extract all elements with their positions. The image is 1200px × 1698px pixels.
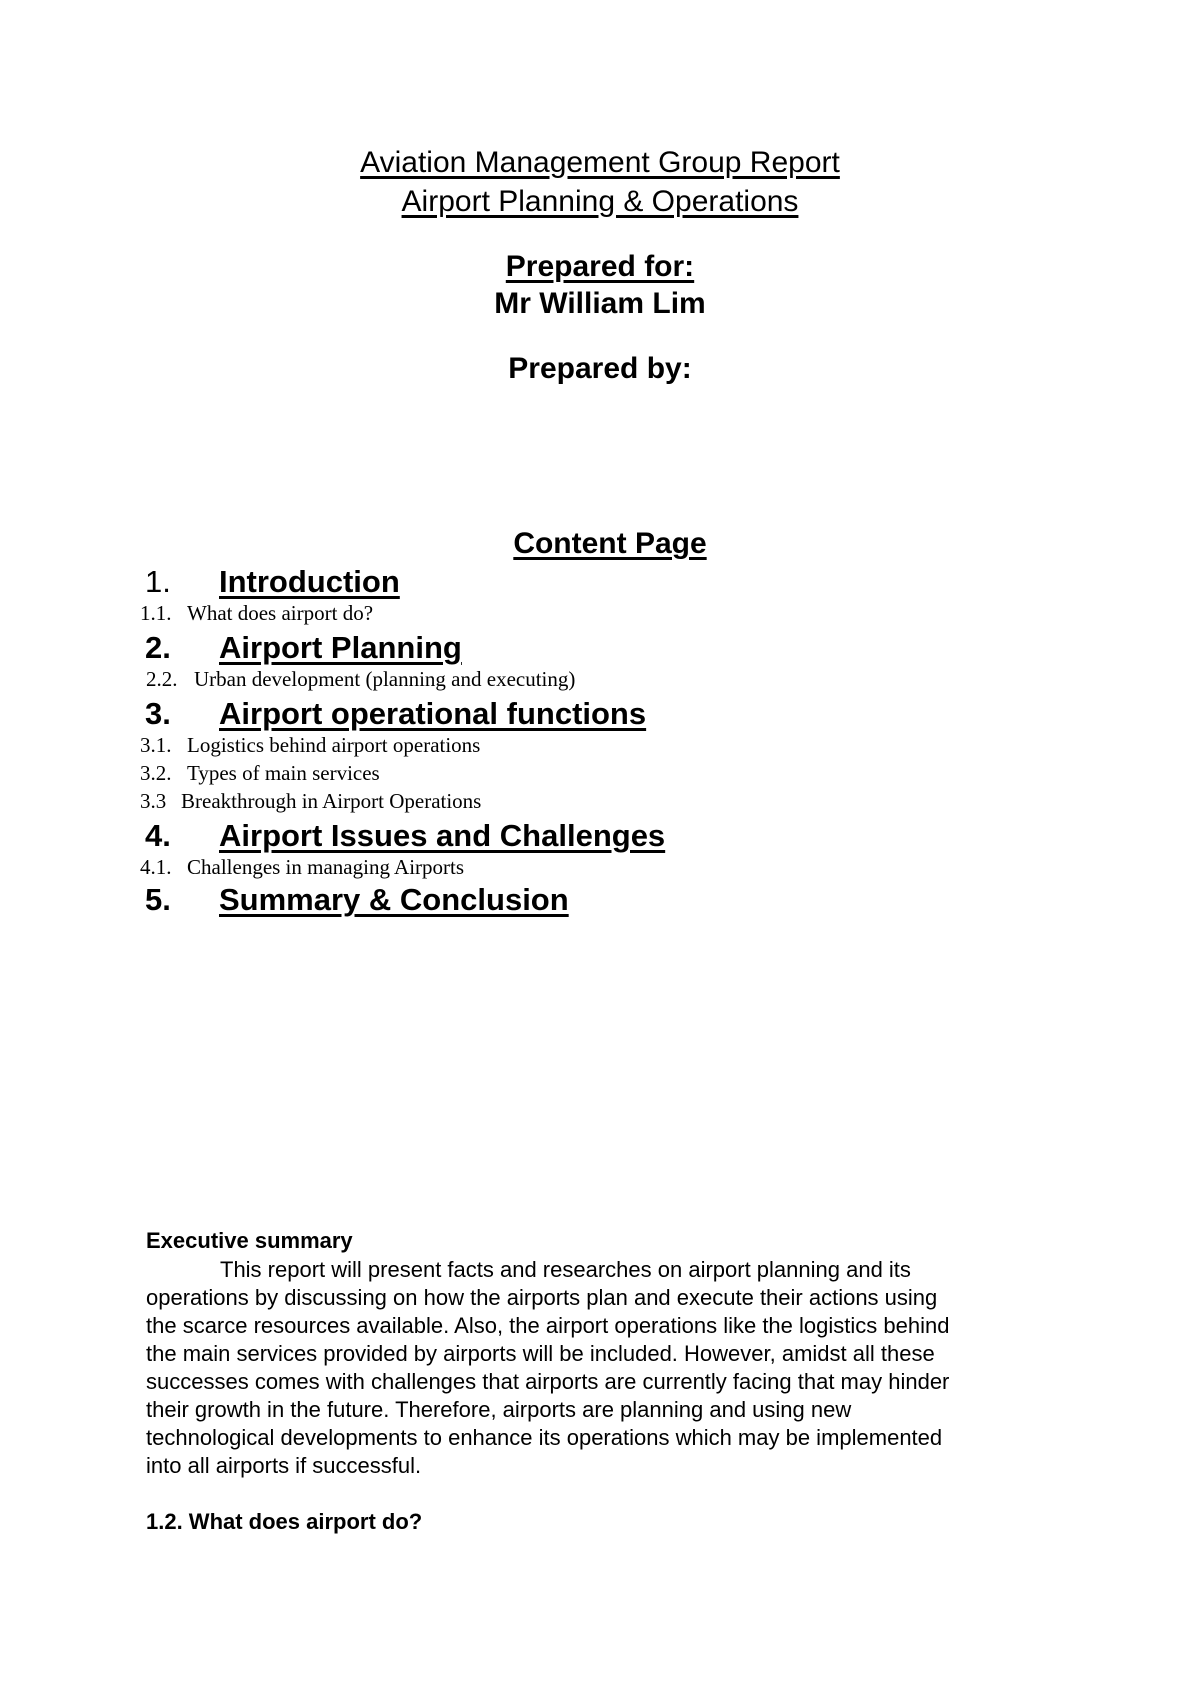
paragraph-line: the scarce resources available. Also, the airport operations like the logistics behind — [146, 1313, 950, 1338]
toc-section-title: Summary & Conclusion — [219, 882, 569, 917]
toc-subsection-number: 1.1. — [140, 601, 172, 625]
paragraph-line: successes comes with challenges that airports are currently facing that may hinder — [146, 1369, 950, 1394]
toc-subsection-number: 4.1. — [140, 855, 172, 879]
toc-section-title: Introduction — [219, 564, 400, 599]
paragraph-line: operations by discussing on how the airports plan and execute their actions using — [146, 1285, 938, 1310]
paragraph-line: technological developments to enhance its operations which may be implemented — [146, 1425, 943, 1450]
toc-subsection-number: 3.2. — [140, 761, 172, 785]
paragraph-line: their growth in the future. Therefore, airports are planning and using new — [146, 1397, 852, 1422]
toc-subsection — [140, 760, 380, 786]
toc-subsection-title: What does airport do? — [187, 601, 374, 625]
toc-subsection-number: 3.1. — [140, 733, 172, 757]
toc-subsection — [146, 666, 575, 692]
toc-section-title: Airport Planning — [219, 630, 462, 665]
report-subtitle — [0, 183, 1200, 221]
toc-subsection — [140, 854, 464, 880]
toc-section-title: Airport operational functions — [219, 696, 647, 731]
toc-section-number: 1. — [145, 564, 171, 599]
toc-subsection-number: 2.2. — [146, 667, 178, 691]
toc-section-number: 5. — [145, 882, 171, 917]
section-heading: 1.2. What does airport do? — [146, 1509, 423, 1534]
paragraph-line: This report will present facts and researches on airport planning and its — [220, 1257, 911, 1282]
report-title — [0, 144, 1200, 182]
executive-summary-heading: Executive summary — [146, 1228, 353, 1253]
toc-subsection — [140, 600, 373, 626]
contents-title: Content Page — [513, 527, 707, 560]
toc-subsection-title: Breakthrough in Airport Operations — [181, 789, 482, 813]
executive-summary-body — [146, 1256, 1046, 1480]
report-title-line-1: Aviation Management Group Report — [360, 146, 840, 179]
toc-subsection-title: Urban development (planning and executing) — [194, 667, 576, 691]
prepared-for-label: Prepared for: — [505, 250, 695, 283]
toc-section-number: 3. — [145, 696, 171, 731]
toc-subsection-title: Types of main services — [187, 761, 380, 785]
toc-subsection — [140, 788, 481, 814]
toc-subsection-number: 3.3 — [140, 789, 167, 813]
toc-subsection-title: Logistics behind airport operations — [187, 733, 481, 757]
paragraph-line: into all airports if successful. — [146, 1453, 422, 1478]
prepared-for-name: Mr William Lim — [494, 287, 706, 320]
toc-subsection-title: Challenges in managing Airports — [187, 855, 465, 879]
toc-section-number: 2. — [145, 630, 171, 665]
prepared-by-label: Prepared by: — [508, 352, 692, 385]
paragraph-line: the main services provided by airports will be included. However, amidst all these — [146, 1341, 935, 1366]
report-title-line-2: Airport Planning & Operations — [401, 185, 799, 218]
toc-subsection — [140, 732, 480, 758]
toc-section-number: 4. — [145, 818, 171, 853]
toc-section-title: Airport Issues and Challenges — [219, 818, 666, 853]
